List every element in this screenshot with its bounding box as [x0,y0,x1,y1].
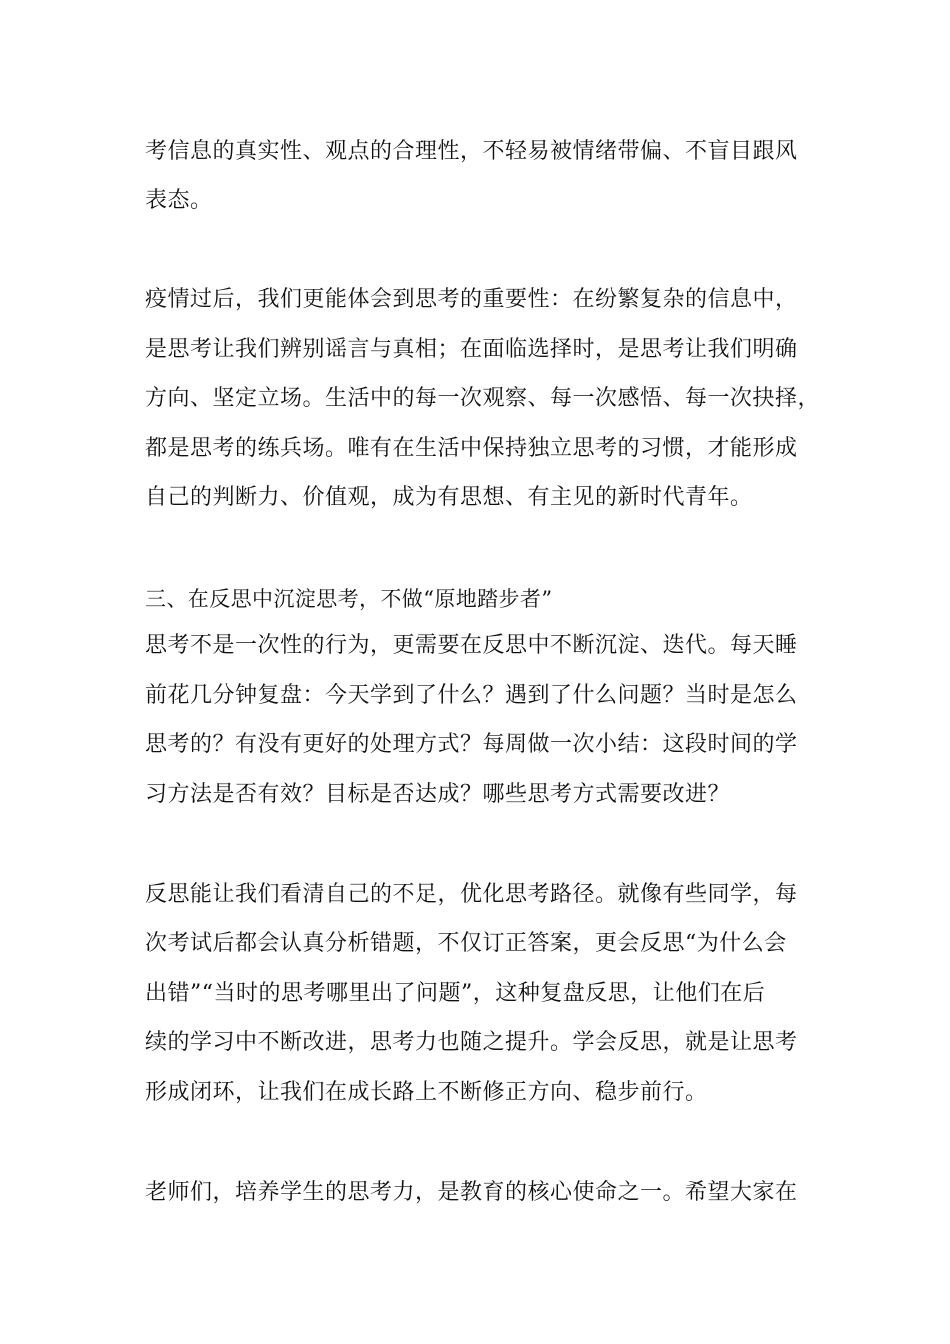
paragraph-1-line-1: 考信息的真实性、观点的合理性，不轻易被情绪带偏、不盲目跟风 [145,139,798,164]
paragraph-4-line-4: 续的学习中不断改进，思考力也随之提升。学会反思，就是让思考 [145,1030,798,1055]
paragraph-2-line-4: 都是思考的练兵场。唯有在生活中保持独立思考的习惯，才能形成 [145,436,798,461]
paragraph-4-line-2: 次考试后都会认真分析错题，不仅订正答案，更会反思“为什么会 [145,931,787,956]
paragraph-3-line-3: 思考的？有没有更好的处理方式？每周做一次小结：这段时间的学 [145,732,798,757]
paragraph-2-line-2: 是思考让我们辨别谣言与真相；在面临选择时，是思考让我们明确 [145,337,798,362]
paragraph-2-line-5: 自己的判断力、价值观，成为有思想、有主见的新时代青年。 [145,485,753,510]
section-heading: 三、在反思中沉淀思考，不做“原地踏步者” [145,587,553,611]
paragraph-2-line-3: 方向、坚定立场。生活中的每一次观察、每一次感悟、每一次抉择， [145,386,821,411]
paragraph-2-line-1: 疫情过后，我们更能体会到思考的重要性：在纷繁复杂的信息中， [145,287,798,312]
paragraph-3-line-1: 思考不是一次性的行为，更需要在反思中不断沉淀、迭代。每天睡 [145,633,798,658]
paragraph-1-line-2: 表态。 [145,188,213,213]
paragraph-4-line-1: 反思能让我们看清自己的不足，优化思考路径。就像有些同学，每 [145,882,798,907]
paragraph-3-line-2: 前花几分钟复盘：今天学到了什么？遇到了什么问题？当时是怎么 [145,683,798,708]
paragraph-3-line-4: 习方法是否有效？目标是否达成？哪些思考方式需要改进？ [145,782,731,807]
paragraph-5-line-1: 老师们，培养学生的思考力，是教育的核心使命之一。希望大家在 [145,1180,798,1205]
paragraph-4-line-5: 形成闭环，让我们在成长路上不断修正方向、稳步前行。 [145,1080,708,1105]
paragraph-4-line-3: 出错”“当时的思考哪里出了问题”，这种复盘反思，让他们在后 [145,981,766,1006]
